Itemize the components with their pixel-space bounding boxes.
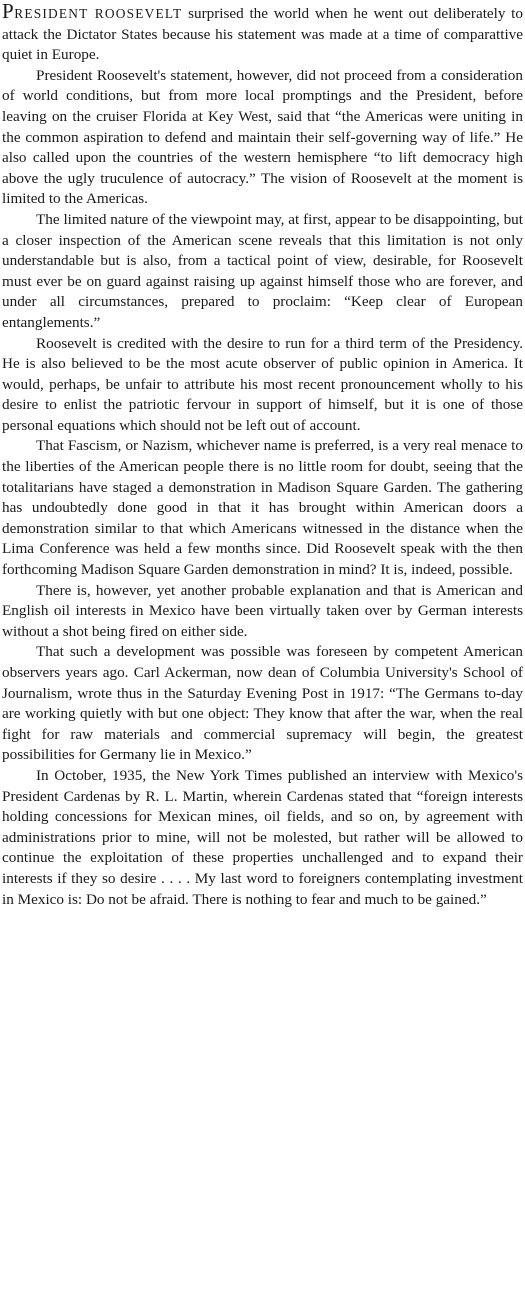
drop-cap: P [2,0,15,23]
paragraph-6: There is, however, yet another probable explanation and that is American and English oil interests in Mexico have been virtually taken over by German interests without a shot being fired on either side. [2,581,523,640]
paragraph-8: In October, 1935, the New York Times published an interview with Mexico's President Cardenas by R. L. Martin, wherein Cardenas stated that “foreign interests holding concessions for Mexican mines, oil fields, and so on, by agreement with administrations prior to mine, will not be molested, but rather will be allowed to continue the exploitation of these properties unchallenged and to expand their interests if they so desire . . . . My last word to foreigners contemplating investment in Mexico is: Do not be afraid. There is nothing to fear and much to be gained.” [2,766,523,908]
paragraph-3: The limited nature of the viewpoint may, at first, appear to be disappointing, but a closer inspection of the American scene reveals that this limitation is not only understandable but is also, from a tactical point of view, desirable, for Roosevelt must ever be on guard against raising up against himself those who are forever, and under all circumstances, prepared to proclaim: “Keep clear of European entanglements.” [2,210,523,331]
paragraph-4: Roosevelt is credited with the desire to run for a third term of the Presidency. He is also believed to be the most acute observer of public opinion in America. It would, perhaps, be unfair to attribute his most recent pronouncement wholly to his desire to enlist the patriotic fervour in support of himself, but it is one of those personal equations which should not be left out of account. [2,334,523,434]
opening-text: surprised the world when he went out deliberately to attack the Dictator States because his statement was made at a time of comparattive quiet in Europe. [2,5,523,64]
paragraph-2: President Roosevelt's statement, however, did not proceed from a consideration of world conditions, but from more local promptings and the President, before leaving on the cruiser Florida at Key West, said that “the Americas were uniting in the common aspiration to defend and maintain their self-governing way of life.” He also called upon the countries of the western hemisphere “to lift democracy high above the ugly truculence of autocracy.” The vision of Roosevelt at the moment is limited to the Americas. [2,66,523,208]
opening-paragraph [2,2,523,66]
paragraph-5: That Fascism, or Nazism, whichever name is preferred, is a very real menace to the liberties of the American people there is no little room for doubt, seeing that the totalitarians have staged a demonstration in Madison Square Garden. The gathering has undoubtedly done good in that it has brought within American doors a demonstration similar to that which Americans witnessed in the distance when the Lima Conference was held a few months since. Did Roosevelt speak with the then forthcoming Madison Square Garden demonstration in mind? It is, indeed, possible. [2,437,523,579]
paragraph-7: That such a development was possible was foreseen by competent American observers years ago. Carl Ackerman, now dean of Columbia University's School of Journalism, wrote thus in the Saturday Evening Post in 1917: “The Germans to-day are working quietly with but one object: They know that after the war, when the real fight for raw materials and commercial supremacy will begin, the greatest possibilities for Germany lie in Mexico.” [2,643,523,764]
opening-smallcaps: RESIDENT ROOSEVELT [14,6,183,21]
